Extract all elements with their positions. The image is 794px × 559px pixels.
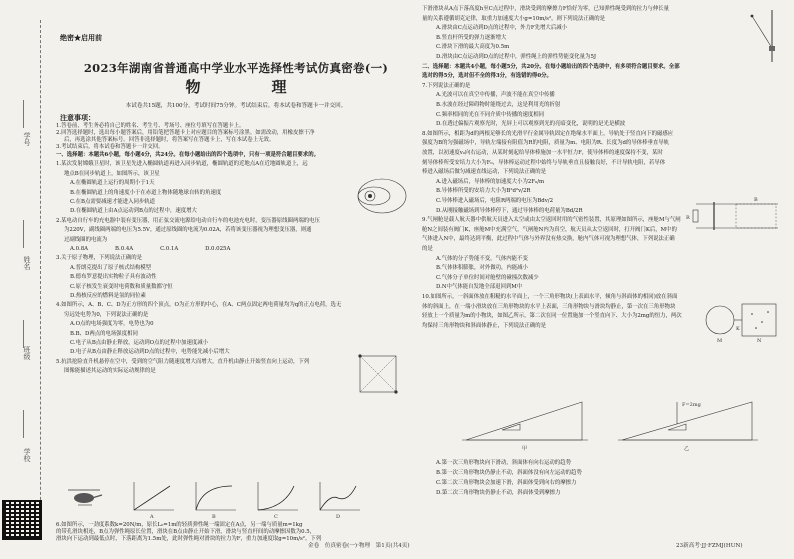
question-line: B.气体体积膨胀，对外做功，内能减小 xyxy=(436,265,528,272)
q8-label-r: R xyxy=(686,215,690,221)
question-line: A.普朗克提出了原子核式结构模型 xyxy=(70,264,152,271)
question-line: 7.下列说法正确的是 xyxy=(422,82,471,89)
q8-rail-figure xyxy=(686,196,782,236)
question-line: A.滑块由C点运动到D点的过程中，外力F先增大后减小 xyxy=(436,25,567,32)
right-column xyxy=(422,0,788,559)
q5-graph-label: A xyxy=(150,514,154,520)
notice-item: 后，再选涂其他答案标号。回答非选择题时，将答案写在答题卡上，写在本试卷上无效。 xyxy=(64,137,275,143)
margin-label-class: 班级 xyxy=(23,346,31,360)
qr-code xyxy=(2,500,42,540)
margin-label-name: 姓名 xyxy=(23,256,31,270)
footer-center: 金卷 仿真密卷(一)·物理 第1页(共4页) xyxy=(308,543,410,549)
question-line: B.在椭圆轨道上的角速度小于在赤道上物体随地球自转的角速度 xyxy=(70,189,222,196)
binding-margin xyxy=(0,0,54,559)
question-line: A.在椭圆轨道上运行的周期小于1天 xyxy=(70,180,155,187)
question-line: 2.某电动自行车的充电器中装有变压器，用正弦交流电源给电动自行车的电池充电时，变压器原线圈两端的电压 xyxy=(56,217,320,224)
q10-incline-figures xyxy=(462,396,762,452)
question-line: D.在椭圆轨道上由A点运动到B点的过程中，速度增大 xyxy=(70,208,197,215)
question-line: 均保持三角形物块和斜面体静止，下列说法正确的是 xyxy=(422,322,546,329)
question-line: 放置，以初速度v₀向右运动，从某时刻起给导体棒施加一水平恒力F，使导体棒的速度保持不变，某时 xyxy=(422,150,663,156)
question-line: A.进入磁场后，导体棒的加速度大小为2F₀/m xyxy=(436,178,545,185)
question-line: 1.某次发射嫦娥卫星时，该卫星先进入椭圆轨道再进入同步轨道，椭圆轨道的近地点A在近地圆轨道上，远 xyxy=(56,161,308,168)
cut-line xyxy=(40,20,41,540)
question-line: 气体进入N中，最终达到平衡，此过程中气体与外界没有热交换，舱内气体可视为理想气体，下列说法正确 xyxy=(422,236,675,243)
margin-label-school: 学校 xyxy=(23,448,31,462)
q5-graph-label: D xyxy=(336,514,341,520)
q6-rod-figure xyxy=(748,8,782,64)
question-6-line: 6.如图所示，一劲度系数k=20N/m，原长L₀=1m的轻质弹性绳一端固定在A点，另一端与质量m=1kg xyxy=(56,522,303,528)
q5-graph-d xyxy=(316,480,362,520)
question-line: D.从刚接触磁场到导体棒停下，通过导体棒的电荷量为Bd/2R xyxy=(436,207,583,214)
question-line: C.导体棒进入磁场后，电阻R两端的电压为Bdv/2 xyxy=(436,198,554,204)
question-line: B.导体棒所受的安培力大小为B²d²v/2R xyxy=(436,188,531,195)
question-line: 10.如图所示，一斜面体放在粗糙的水平面上，一个三角形物块(上表面水平，倾角与斜面体的相同)放在斜面 xyxy=(422,294,678,300)
question-line: 下滑滑块从A点下落高度h至C点过程中，滑块受到的摩擦力F恰好为零，已知弹性绳受到的拉力与伸长量 xyxy=(422,6,670,12)
question-line: 5.抗洪抢险直升机悬停在空中，受到的空气阻力随速度增大而增大，直升机由静止开始竖直向上运动，下列 xyxy=(56,358,310,365)
notice-title: 注意事项： xyxy=(60,113,95,122)
question-line: A.光波可以在真空中传播，声波不能在真空中传播 xyxy=(436,92,555,99)
question-line: B.竖直杆所受的弹力逐渐增大 xyxy=(436,34,507,41)
question-line: D.热核反应的燃料是氢的同位素 xyxy=(70,293,146,299)
question-line: B.B、D两点的电场强度相同 xyxy=(70,330,138,337)
question-line: B.水波在经过障碍物时能绕过去，这是利用光的折射 xyxy=(436,102,561,108)
question-line: A.0.8A B.0.4A C.0.1A D.0.025A xyxy=(70,246,231,252)
question-line: 9.气闸舱是载人航天器中供航天员进入太空或由太空返回时用的气密性装置，其原理如图所示，座舱M与气闸 xyxy=(422,217,681,224)
question-line: 舱N之间装有阀门K，座舱M中充满空气，气闸舱N内为真空，航天员从太空返回时，打开阀门K后，M中的 xyxy=(422,226,677,233)
question-line: D.电子从B点由静止释放运动到D点的过程中，电势能先减小后增大 xyxy=(70,349,230,356)
question-line: C.原子核发生衰变时电荷数和质量数都守恒 xyxy=(70,283,173,290)
question-line: D.在透过偏振片观察光时，光屏上可以观察到光的亮暗变化，说明的是光是横波 xyxy=(436,121,626,128)
q5-graph-b xyxy=(192,480,238,520)
q9-label-k: K xyxy=(736,326,740,332)
q9-label-m: M xyxy=(717,338,723,344)
question-6-line: 的带孔滑块相连，B点为弹性绳原长位置，滑块在B点由静止开始下滑，滑块与竖直杆间的动摩擦因数为0.5， xyxy=(56,529,316,535)
question-line: 量的关系遵循胡克定律，取重力加速度大小g=10m/s²，则下列说法正确的是 xyxy=(422,15,606,22)
q5-graph-label: B xyxy=(212,514,216,520)
q9-label-n: N xyxy=(757,338,762,344)
question-line: C.气体分子单位时间对舱壁的碰撞次数减少 xyxy=(436,274,539,281)
question-line: 强度为B的匀强磁场中，导轨左端接有阻值为R的电阻，质量为m、电阻为R、长度为d的导体棒垂直导轨 xyxy=(422,140,670,147)
question-line: 8.如图所示，相距为d的两根足够长的光滑平行金属导轨固定在绝缘水平面上，导轨处于竖直向下的磁感应 xyxy=(422,130,674,137)
q8-label-b: B xyxy=(754,197,758,203)
question-line: A.气体的分子势能不变，气体内能不变 xyxy=(436,255,528,262)
question-line: D.滑块由C点运动到D点的过程中，弹性绳上的弹性势能变化量为5J xyxy=(436,54,597,60)
q10-label-jia: 甲 xyxy=(522,446,528,452)
question-line: 4.如图所示，A、B、C、D为正方形的四个顶点，O为正方形的中心，在A、C两点固定两电荷量均为q的正点电荷，选无 xyxy=(56,302,342,309)
exam-info: 本试卷共15题，共100分，考试时间75分钟。考试结束后，将本试卷和答题卡一并交回。 xyxy=(125,103,347,109)
exam-title: 2023年湖南省普通高中学业水平选择性考试仿真密卷(一) xyxy=(83,61,389,75)
q4-square-figure xyxy=(352,352,402,396)
q10-option: B.第一次三角形物块仍静止不动，斜面体没有向左运动的趋势 xyxy=(436,470,582,476)
notice-item: 3.考试结束后，将本试卷和答题卡一并交回。 xyxy=(56,144,164,150)
left-column xyxy=(56,0,416,559)
question-line: 选对的得5分，选对但不全的得3分，有选错的得0分。 xyxy=(422,73,552,80)
margin-label-student-id: 学号 xyxy=(23,132,31,146)
question-line: 二、选择题：本题共4小题，每小题5分，共20分。在每小题给出的四个选项中，有多项符合题目要求。全部 xyxy=(422,63,680,70)
q10-option: A.第一次三角形物块向下滑动，斜面体有向右运动的趋势 xyxy=(436,460,571,466)
question-line: 图像能描述其运动的实际运动规律的是 xyxy=(64,368,156,375)
helicopter-icon xyxy=(64,484,104,514)
q10-option: D.第二次三角形物块仍静止不动，斜面体受到摩擦力 xyxy=(436,490,561,496)
question-line: 的是 xyxy=(422,246,433,252)
question-line: 体的斜面上，在一端小滑块放在三角形物块的水平上表面，三角形物块与滑块均静止，第一次在三角形物块 xyxy=(422,303,676,310)
question-line: A.O点的电场强度为零，电势也为0 xyxy=(70,321,154,328)
question-line: C.在B点需要减速才能进入同步轨道 xyxy=(70,199,156,205)
question-line: 轻放上一个质量为m的小物块，如图乙所示，第二次在同一位置施加一个竖直向下、大小为2mg的恒力，两次 xyxy=(422,313,682,320)
question-line: D.N中气体能自发地全部退回到M中 xyxy=(436,284,523,291)
q5-graph-label: C xyxy=(274,514,278,520)
footer-right: 23新高考·JJ·FZMJ(HUN) xyxy=(676,543,743,549)
q5-graph-a xyxy=(130,480,176,520)
question-6-line: 滑块向下运动到最低点时，下落距离为1.5m处，此时弹性绳对滑块的拉力为F，重力加速度取g=10m/s²。下列 xyxy=(56,536,322,542)
q1-orbit-figure xyxy=(356,176,412,216)
question-line: 穷远处电势为0，下列说法正确的是 xyxy=(64,311,149,318)
question-line: C.电子从B点由静止释放，运动到O点的过程中加速度减小 xyxy=(70,340,209,346)
question-line: 3.关于原子物理，下列说法正确的是 xyxy=(56,255,143,262)
question-line: 过副线圈的电流为 xyxy=(64,236,108,243)
question-line: C.滑块下滑的最大高度为0.5m xyxy=(436,44,510,51)
q5-graph-c xyxy=(254,480,300,520)
notice-item: 2.回答选择题时，选出每小题答案后，用铅笔把答题卡上对应题目的答案标号涂黑。如需改动，用橡皮擦干净 xyxy=(56,130,315,136)
notice-item: 1.答卷前，考生务必将自己的姓名、考生号、考场号、座位号填写在答题卡上。 xyxy=(56,123,245,129)
question-line: 棒进入磁场后做匀减速直线运动，下列说法正确的是 xyxy=(422,169,546,176)
question-line: 刻导体棒所受安培力大小为F₀，导体棒运动过程中始终与导轨垂直且接触良好，不计导轨电阻，若导体 xyxy=(422,159,666,166)
q10-option: C.第二次三角形物块会加速下滑，斜面体受到向右的摩擦力 xyxy=(436,480,577,486)
q10-force-label: F=2mg xyxy=(682,402,701,408)
question-line: 为220V，副线圈两端的电压为5.5V，通过原线圈的电流为0.02A，若将该变压器视为理想变压器，则通 xyxy=(64,227,312,234)
question-line: 地点B在同步轨道上，如图所示，该卫星 xyxy=(64,170,160,177)
subject-title: 物 理 xyxy=(185,78,315,96)
question-line: 一、选择题：本题共6小题，每小题4分，共24分。在每小题给出的四个选项中，只有一项是符合题目要求的。 xyxy=(56,152,319,158)
q10-label-yi: 乙 xyxy=(684,446,690,452)
question-line: C.频率相同的光在不同介质中传播的速度相同 xyxy=(436,111,545,118)
question-line: B.德布罗意提出实物粒子具有波动性 xyxy=(70,274,157,281)
secret-tag: 绝密★启用前 xyxy=(60,33,102,42)
q9-chamber-figure xyxy=(702,300,782,344)
